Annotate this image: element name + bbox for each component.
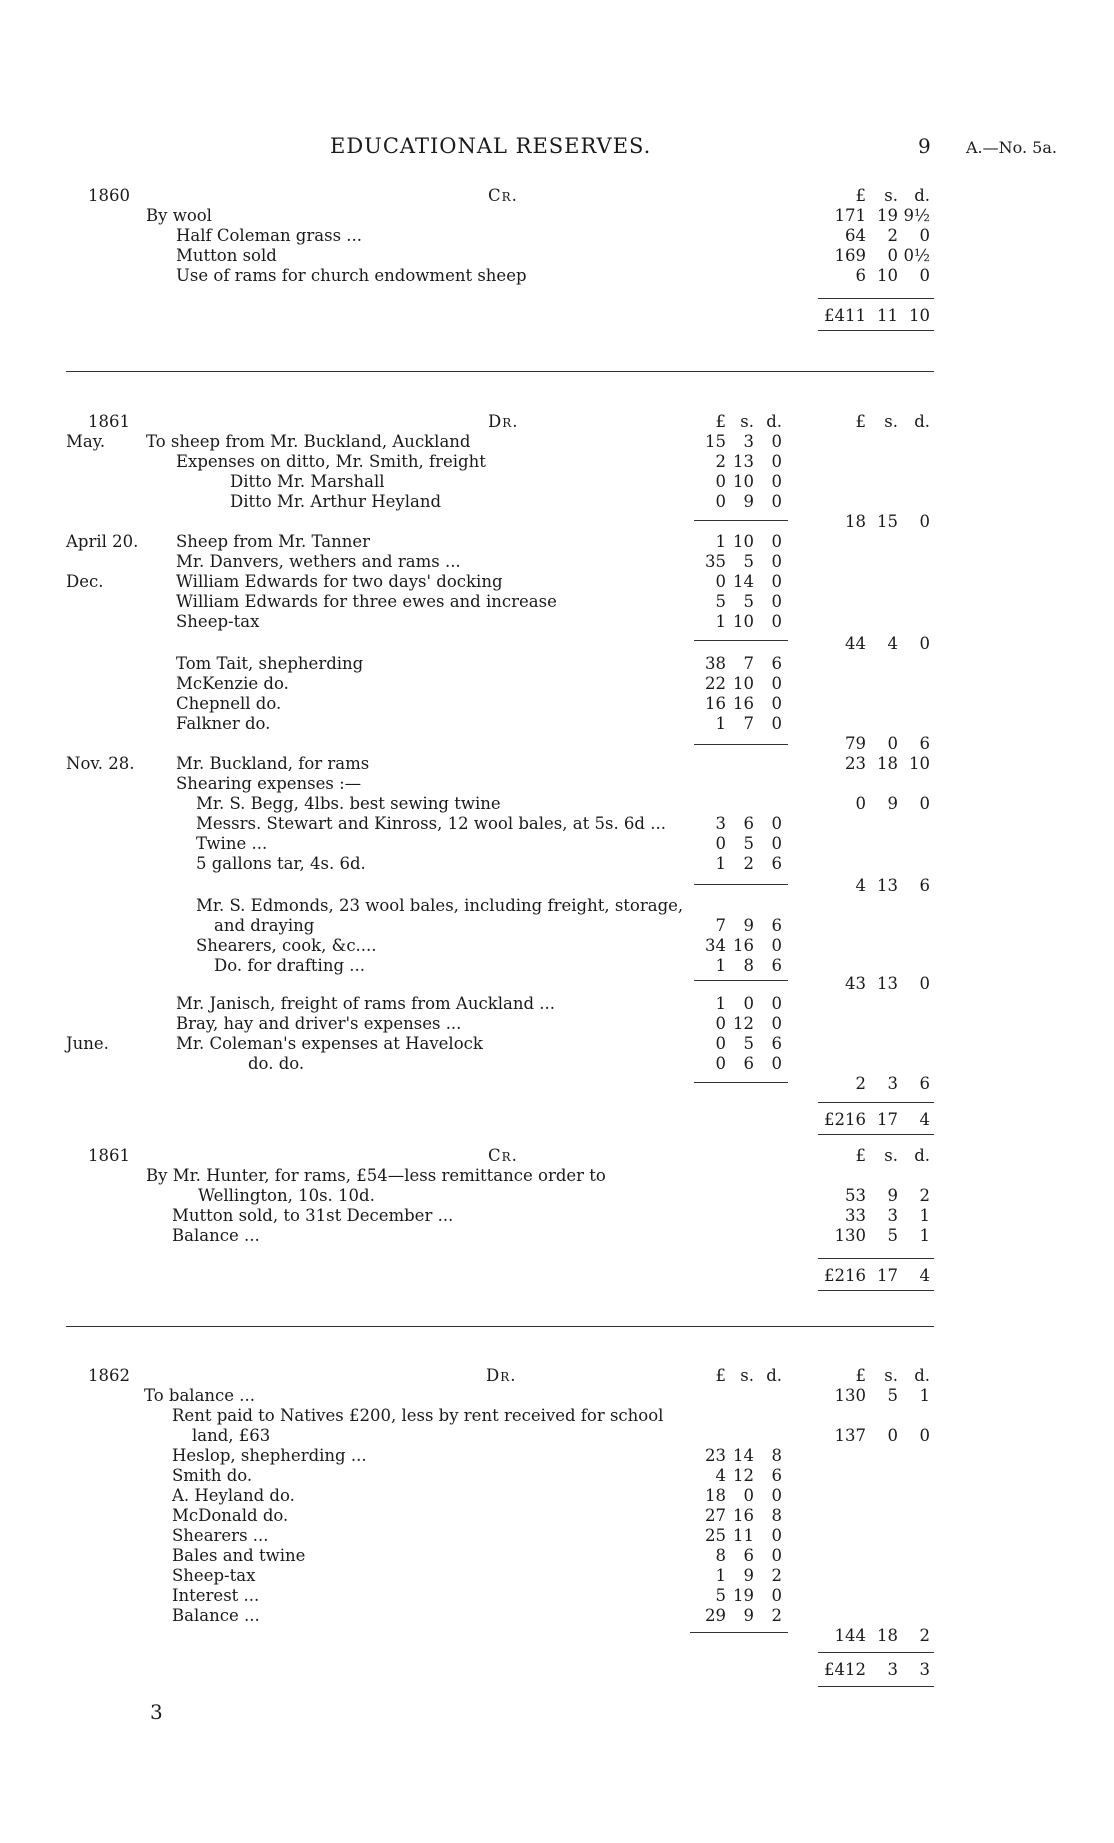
credit-item-shillings: 2 bbox=[887, 226, 898, 245]
debit-item-desc: Mr. S. Begg, 4lbs. best sewing twine bbox=[196, 794, 501, 813]
inner-pounds: 38 bbox=[705, 654, 726, 673]
subtotal-rule bbox=[694, 520, 788, 521]
inner-pence: 0 bbox=[771, 612, 782, 631]
outer-pence: 6 bbox=[919, 876, 930, 895]
subtotal-rule bbox=[694, 1082, 788, 1083]
credit-item-pence: 1 bbox=[919, 1226, 930, 1245]
outer-pence: 0 bbox=[919, 634, 930, 653]
inner-shillings: 9 bbox=[743, 492, 754, 511]
inner-pence: 0 bbox=[771, 552, 782, 571]
outer-pence: 0 bbox=[919, 974, 930, 993]
subtotal-1862-pence: 2 bbox=[919, 1626, 930, 1645]
entry-date: Nov. 28. bbox=[66, 754, 135, 773]
hunter-rams-line: By Mr. Hunter, for rams, £54—less remittance order to bbox=[146, 1166, 606, 1185]
inner-shillings: 6 bbox=[743, 1546, 754, 1565]
debit-item-desc: do. do. bbox=[248, 1054, 305, 1073]
shilling-head: s. bbox=[884, 186, 898, 205]
total-1861-cr-pence: 4 bbox=[919, 1266, 930, 1285]
inner-pound-head: £ bbox=[715, 412, 726, 431]
inner-pence: 6 bbox=[771, 1466, 782, 1485]
credit-item-desc: Mutton sold bbox=[176, 246, 277, 265]
inner-shillings: 8 bbox=[743, 956, 754, 975]
credit-item-pence: 2 bbox=[919, 1186, 930, 1205]
inner-pence: 0 bbox=[771, 1014, 782, 1033]
inner-pounds: 2 bbox=[715, 452, 726, 471]
credit-item-pounds: 53 bbox=[845, 1186, 866, 1205]
inner-shillings: 14 bbox=[733, 572, 754, 591]
inner-pence: 0 bbox=[771, 432, 782, 451]
debit-heading-1862: Dr. bbox=[486, 1366, 517, 1385]
inner-pence: 6 bbox=[771, 916, 782, 935]
debit-item-desc: McDonald do. bbox=[172, 1506, 289, 1525]
inner-pounds: 1 bbox=[715, 612, 726, 631]
outer-shilling-head: s. bbox=[884, 1366, 898, 1385]
credit-item-pence: 0½ bbox=[903, 246, 930, 265]
inner-pence: 0 bbox=[771, 994, 782, 1013]
inner-shillings: 12 bbox=[733, 1014, 754, 1033]
debit-item-desc: Bray, hay and driver's expenses ... bbox=[176, 1014, 462, 1033]
inner-pounds: 1 bbox=[715, 994, 726, 1013]
inner-pounds: 5 bbox=[715, 592, 726, 611]
debit-item-desc: Shearers ... bbox=[172, 1526, 269, 1545]
inner-shillings: 11 bbox=[733, 1526, 754, 1545]
debit-item-desc: Mr. Buckland, for rams bbox=[176, 754, 370, 773]
total-1861-dr-pence: 4 bbox=[919, 1110, 930, 1129]
hunter-rams-line2: Wellington, 10s. 10d. bbox=[198, 1186, 375, 1205]
rent-natives-line2: land, £63 bbox=[192, 1426, 271, 1445]
inner-pounds: 0 bbox=[715, 1034, 726, 1053]
debit-item-desc: McKenzie do. bbox=[176, 674, 289, 693]
inner-pence: 0 bbox=[771, 936, 782, 955]
inner-pounds: 0 bbox=[715, 834, 726, 853]
outer-shillings: 3 bbox=[887, 1074, 898, 1093]
inner-pence: 0 bbox=[771, 1486, 782, 1505]
inner-pence: 0 bbox=[771, 492, 782, 511]
rent-pence: 0 bbox=[919, 1426, 930, 1445]
inner-shillings: 13 bbox=[733, 452, 754, 471]
inner-shillings: 9 bbox=[743, 1606, 754, 1625]
debit-item-desc: Mr. S. Edmonds, 23 wool bales, including freight, storage, bbox=[196, 896, 684, 915]
credit-item-shillings: 0 bbox=[887, 246, 898, 265]
rent-pounds: 137 bbox=[834, 1426, 866, 1445]
inner-shillings: 7 bbox=[743, 654, 754, 673]
inner-shillings: 19 bbox=[733, 1586, 754, 1605]
rent-natives-line1: Rent paid to Natives £200, less by rent received for school bbox=[172, 1406, 664, 1425]
pound-head: £ bbox=[855, 186, 866, 205]
inner-shilling-head: s. bbox=[740, 1366, 754, 1385]
outer-pounds: 44 bbox=[845, 634, 866, 653]
debit-item-desc: A. Heyland do. bbox=[172, 1486, 295, 1505]
inner-pence: 0 bbox=[771, 1586, 782, 1605]
inner-shillings: 6 bbox=[743, 814, 754, 833]
signature-mark: 3 bbox=[150, 1700, 163, 1724]
inner-shillings: 6 bbox=[743, 1054, 754, 1073]
credit-heading-1860: Cr. bbox=[488, 186, 518, 205]
inner-pounds: 34 bbox=[705, 936, 726, 955]
subtotal-1862-pounds: 144 bbox=[834, 1626, 866, 1645]
to-balance-1862: To balance ... bbox=[144, 1386, 256, 1405]
credit-item-pence: 1 bbox=[919, 1206, 930, 1225]
inner-shillings: 3 bbox=[743, 432, 754, 451]
inner-pounds: 27 bbox=[705, 1506, 726, 1525]
cr-shilling-head: s. bbox=[884, 1146, 898, 1165]
outer-pounds: 0 bbox=[855, 794, 866, 813]
outer-pence: 6 bbox=[919, 734, 930, 753]
outer-pounds: 18 bbox=[845, 512, 866, 531]
inner-pence: 0 bbox=[771, 1526, 782, 1545]
total-1861-cr-shillings: 17 bbox=[877, 1266, 898, 1285]
debit-item-desc: Mr. Danvers, wethers and rams ... bbox=[176, 552, 461, 571]
debit-item-desc: and draying bbox=[214, 916, 315, 935]
credit-item-shillings: 5 bbox=[887, 1226, 898, 1245]
debit-item-desc: Do. for drafting ... bbox=[214, 956, 366, 975]
inner-pence: 2 bbox=[771, 1566, 782, 1585]
entry-date: June. bbox=[66, 1034, 109, 1053]
subtotal-rule bbox=[694, 744, 788, 745]
outer-pence-head: d. bbox=[914, 412, 930, 431]
outer-pounds: 23 bbox=[845, 754, 866, 773]
inner-shilling-head: s. bbox=[740, 412, 754, 431]
debit-item-desc: Mr. Coleman's expenses at Havelock bbox=[176, 1034, 483, 1053]
debit-item-desc: To sheep from Mr. Buckland, Auckland bbox=[146, 432, 471, 451]
total-1862-shillings: 3 bbox=[887, 1660, 898, 1679]
debit-item-desc: William Edwards for three ewes and increase bbox=[176, 592, 557, 611]
credit-item-desc: Mutton sold, to 31st December ... bbox=[172, 1206, 454, 1225]
inner-shillings: 10 bbox=[733, 674, 754, 693]
credit-item-desc: By wool bbox=[146, 206, 212, 225]
outer-pence: 0 bbox=[919, 512, 930, 531]
inner-shillings: 16 bbox=[733, 694, 754, 713]
debit-item-desc: Interest ... bbox=[172, 1586, 260, 1605]
year-1860: 1860 bbox=[88, 186, 130, 205]
inner-pounds: 0 bbox=[715, 492, 726, 511]
inner-pence-head: d. bbox=[766, 412, 782, 431]
total-1862-pence: 3 bbox=[919, 1660, 930, 1679]
inner-pound-head: £ bbox=[715, 1366, 726, 1385]
total-1861-cr-pounds: £216 bbox=[824, 1266, 866, 1285]
credit-item-pounds: 130 bbox=[834, 1226, 866, 1245]
outer-shillings: 15 bbox=[877, 512, 898, 531]
debit-item-desc: Shearing expenses :— bbox=[176, 774, 362, 793]
outer-pound-head: £ bbox=[855, 412, 866, 431]
inner-pence: 0 bbox=[771, 532, 782, 551]
outer-pounds: 43 bbox=[845, 974, 866, 993]
to-balance-shillings: 5 bbox=[887, 1386, 898, 1405]
entry-date: April 20. bbox=[66, 532, 139, 551]
debit-heading-1861: Dr. bbox=[488, 412, 519, 431]
outer-shillings: 0 bbox=[887, 734, 898, 753]
outer-shillings: 18 bbox=[877, 754, 898, 773]
subtotal-rule bbox=[694, 884, 788, 885]
credit-item-desc: Use of rams for church endowment sheep bbox=[176, 266, 527, 285]
cr-pound-head: £ bbox=[855, 1146, 866, 1165]
debit-item-desc: Ditto Mr. Arthur Heyland bbox=[230, 492, 442, 511]
credit-heading-1861: Cr. bbox=[488, 1146, 518, 1165]
outer-pound-head: £ bbox=[855, 1366, 866, 1385]
inner-shillings: 12 bbox=[733, 1466, 754, 1485]
inner-pounds: 4 bbox=[715, 1466, 726, 1485]
credit-item-desc: Balance ... bbox=[172, 1226, 260, 1245]
debit-item-desc: Bales and twine bbox=[172, 1546, 306, 1565]
document-ref: A.—No. 5a. bbox=[966, 138, 1057, 157]
pence-head: d. bbox=[914, 186, 930, 205]
inner-shillings: 10 bbox=[733, 532, 754, 551]
credit-item-desc: Half Coleman grass ... bbox=[176, 226, 363, 245]
debit-item-desc: Balance ... bbox=[172, 1606, 260, 1625]
inner-shillings: 0 bbox=[743, 1486, 754, 1505]
inner-pounds: 0 bbox=[715, 472, 726, 491]
inner-shillings: 16 bbox=[733, 936, 754, 955]
inner-pence: 6 bbox=[771, 854, 782, 873]
inner-pence: 0 bbox=[771, 472, 782, 491]
debit-item-desc: Twine ... bbox=[196, 834, 268, 853]
inner-shillings: 5 bbox=[743, 834, 754, 853]
page-title: EDUCATIONAL RESERVES. bbox=[330, 134, 652, 158]
outer-shillings: 13 bbox=[877, 876, 898, 895]
inner-pounds: 7 bbox=[715, 916, 726, 935]
inner-pence: 0 bbox=[771, 814, 782, 833]
inner-pence: 0 bbox=[771, 834, 782, 853]
credit-item-shillings: 10 bbox=[877, 266, 898, 285]
outer-pounds: 79 bbox=[845, 734, 866, 753]
inner-pence: 0 bbox=[771, 694, 782, 713]
inner-pounds: 1 bbox=[715, 1566, 726, 1585]
inner-shillings: 9 bbox=[743, 1566, 754, 1585]
debit-item-desc: Ditto Mr. Marshall bbox=[230, 472, 385, 491]
outer-shilling-head: s. bbox=[884, 412, 898, 431]
inner-pounds: 1 bbox=[715, 956, 726, 975]
inner-pence: 6 bbox=[771, 654, 782, 673]
entry-date: Dec. bbox=[66, 572, 104, 591]
inner-pounds: 1 bbox=[715, 854, 726, 873]
debit-item-desc: Shearers, cook, &c.... bbox=[196, 936, 377, 955]
credit-item-pounds: 6 bbox=[855, 266, 866, 285]
rent-shillings: 0 bbox=[887, 1426, 898, 1445]
credit-item-pounds: 64 bbox=[845, 226, 866, 245]
inner-pence: 8 bbox=[771, 1506, 782, 1525]
inner-pounds: 0 bbox=[715, 1014, 726, 1033]
credit-item-shillings: 19 bbox=[877, 206, 898, 225]
credit-item-pence: 9½ bbox=[903, 206, 930, 225]
outer-shillings: 4 bbox=[887, 634, 898, 653]
inner-pence: 0 bbox=[771, 674, 782, 693]
inner-shillings: 9 bbox=[743, 916, 754, 935]
debit-item-desc: Sheep from Mr. Tanner bbox=[176, 532, 371, 551]
inner-pence: 0 bbox=[771, 592, 782, 611]
debit-item-desc: Heslop, shepherding ... bbox=[172, 1446, 367, 1465]
inner-pounds: 1 bbox=[715, 532, 726, 551]
credit-item-pence: 0 bbox=[919, 226, 930, 245]
inner-shillings: 14 bbox=[733, 1446, 754, 1465]
credit-item-shillings: 9 bbox=[887, 1186, 898, 1205]
inner-pence: 0 bbox=[771, 452, 782, 471]
year-1862: 1862 bbox=[88, 1366, 130, 1385]
outer-shillings: 13 bbox=[877, 974, 898, 993]
inner-pounds: 1 bbox=[715, 714, 726, 733]
subtotal-rule bbox=[694, 640, 788, 641]
inner-pence: 0 bbox=[771, 572, 782, 591]
outer-pence: 6 bbox=[919, 1074, 930, 1093]
total-1861-dr-pounds: £216 bbox=[824, 1110, 866, 1129]
inner-pounds: 25 bbox=[705, 1526, 726, 1545]
inner-shillings: 16 bbox=[733, 1506, 754, 1525]
outer-pounds: 2 bbox=[855, 1074, 866, 1093]
outer-pence: 0 bbox=[919, 794, 930, 813]
inner-pounds: 8 bbox=[715, 1546, 726, 1565]
inner-pounds: 3 bbox=[715, 814, 726, 833]
inner-shillings: 0 bbox=[743, 994, 754, 1013]
total-1860-shillings: 11 bbox=[877, 306, 898, 325]
inner-pence: 8 bbox=[771, 1446, 782, 1465]
debit-item-desc: Smith do. bbox=[172, 1466, 253, 1485]
debit-item-desc: Sheep-tax bbox=[176, 612, 260, 631]
inner-pounds: 5 bbox=[715, 1586, 726, 1605]
inner-shillings: 5 bbox=[743, 592, 754, 611]
total-1861-dr-shillings: 17 bbox=[877, 1110, 898, 1129]
inner-pounds: 16 bbox=[705, 694, 726, 713]
inner-pence: 6 bbox=[771, 1034, 782, 1053]
inner-pounds: 23 bbox=[705, 1446, 726, 1465]
inner-pounds: 0 bbox=[715, 572, 726, 591]
inner-pounds: 18 bbox=[705, 1486, 726, 1505]
section-divider bbox=[66, 371, 934, 372]
total-1862-pounds: £412 bbox=[824, 1660, 866, 1679]
inner-pence: 0 bbox=[771, 714, 782, 733]
credit-item-shillings: 3 bbox=[887, 1206, 898, 1225]
cr-pence-head: d. bbox=[914, 1146, 930, 1165]
debit-item-desc: Sheep-tax bbox=[172, 1566, 256, 1585]
debit-item-desc: William Edwards for two days' docking bbox=[176, 572, 503, 591]
year-1861-cr: 1861 bbox=[88, 1146, 130, 1165]
credit-item-pounds: 171 bbox=[834, 206, 866, 225]
inner-pence: 6 bbox=[771, 956, 782, 975]
subtotal-rule bbox=[694, 980, 788, 981]
inner-pounds: 22 bbox=[705, 674, 726, 693]
inner-pence: 0 bbox=[771, 1546, 782, 1565]
year-1861-dr: 1861 bbox=[88, 412, 130, 431]
to-balance-pence: 1 bbox=[919, 1386, 930, 1405]
debit-item-desc: Chepnell do. bbox=[176, 694, 282, 713]
outer-shillings: 9 bbox=[887, 794, 898, 813]
debit-item-desc: Tom Tait, shepherding bbox=[176, 654, 364, 673]
credit-item-pence: 0 bbox=[919, 266, 930, 285]
inner-pence: 2 bbox=[771, 1606, 782, 1625]
debit-item-desc: Falkner do. bbox=[176, 714, 271, 733]
inner-pounds: 0 bbox=[715, 1054, 726, 1073]
page-number: 9 bbox=[918, 134, 931, 158]
to-balance-pounds: 130 bbox=[834, 1386, 866, 1405]
section-divider bbox=[66, 1326, 934, 1327]
outer-pence-head: d. bbox=[914, 1366, 930, 1385]
debit-item-desc: 5 gallons tar, 4s. 6d. bbox=[196, 854, 366, 873]
outer-pounds: 4 bbox=[855, 876, 866, 895]
debit-item-desc: Expenses on ditto, Mr. Smith, freight bbox=[176, 452, 486, 471]
inner-pounds: 29 bbox=[705, 1606, 726, 1625]
inner-pounds: 15 bbox=[705, 432, 726, 451]
total-1860-pence: 10 bbox=[909, 306, 930, 325]
inner-shillings: 2 bbox=[743, 854, 754, 873]
total-1860-pounds: £411 bbox=[824, 306, 866, 325]
subtotal-1862-shillings: 18 bbox=[877, 1626, 898, 1645]
credit-item-pounds: 33 bbox=[845, 1206, 866, 1225]
outer-pence: 10 bbox=[909, 754, 930, 773]
inner-pounds: 35 bbox=[705, 552, 726, 571]
inner-shillings: 5 bbox=[743, 1034, 754, 1053]
inner-pence: 0 bbox=[771, 1054, 782, 1073]
credit-item-pounds: 169 bbox=[834, 246, 866, 265]
debit-item-desc: Mr. Janisch, freight of rams from Auckland ... bbox=[176, 994, 555, 1013]
inner-pence-head: d. bbox=[766, 1366, 782, 1385]
inner-shillings: 5 bbox=[743, 552, 754, 571]
inner-shillings: 7 bbox=[743, 714, 754, 733]
debit-item-desc: Messrs. Stewart and Kinross, 12 wool bales, at 5s. 6d ... bbox=[196, 814, 666, 833]
inner-shillings: 10 bbox=[733, 472, 754, 491]
entry-date: May. bbox=[66, 432, 106, 451]
inner-shillings: 10 bbox=[733, 612, 754, 631]
